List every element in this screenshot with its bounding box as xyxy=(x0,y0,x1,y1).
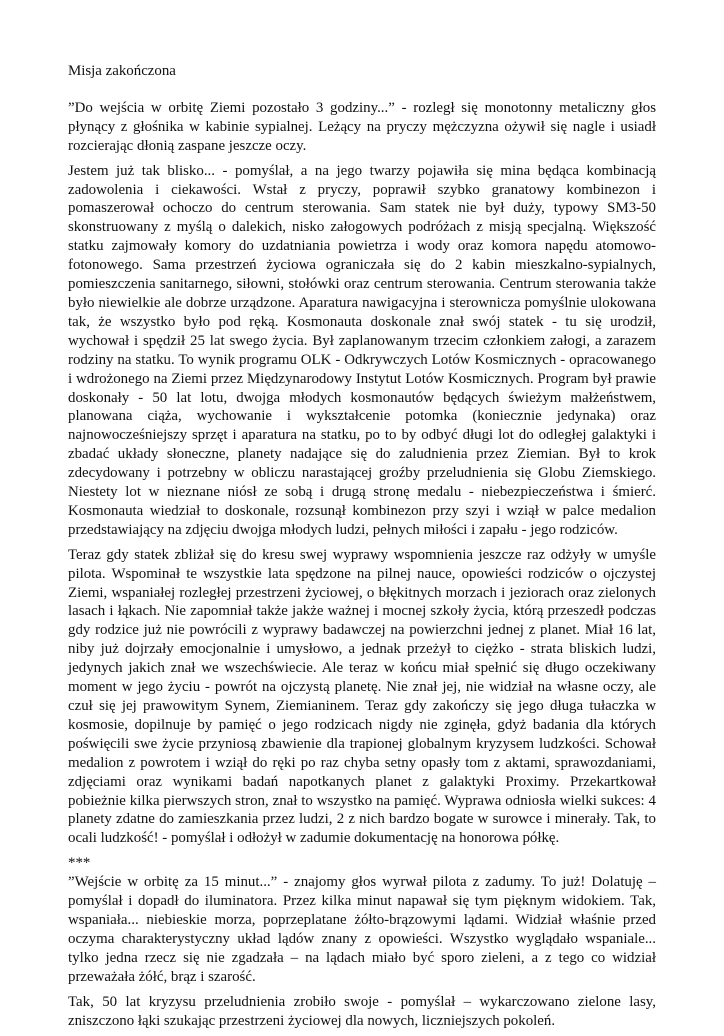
paragraph-2: Jestem już tak blisko... - pomyślał, a na jego twarzy pojawiła się mina będąca kombinacją zadowolenia i ciekawości. Wstał z pryczy, poprawił szybko granatowy kombinezon i pomaszerował ochoczo do centrum sterowania. Sam statek nie był duży, typowy SM3-50 skonstruowany z myślą o dalekich, nisko załogowych podróżach z misją specjalną. Większość statku zajmowały komory do uzdatniania powietrza i wody oraz komora napędu atomowo-fotonowego. Sama przestrzeń życiowa ograniczała się do 2 kabin mieszkalno-sypialnych, pomieszczenia sanitarnego, siłowni, stołówki oraz centrum sterowania. Centrum sterowania także było niewielkie ale dobrze urządzone. Aparatura nawigacyjna i sterownicza pomyślnie ulokowana tak, że wszystko było pod ręką. Kosmonauta doskonale znał swój statek - tu się urodził, wychował i spędził 25 lat swego życia. Był zaplanowanym trzecim członkiem załogi, a zarazem rodziny na statku. To wynik programu OLK - Odkrywczych Lotów Kosmicznych - opracowanego i wdrożonego na Ziemi przez Międzynarodowy Instytut Lotów Kosmicznych. Program był prawie doskonały - 50 lat lotu, dwojga młodych kosmonautów będących świeżym małżeństwem, planowana ciąża, wychowanie i wykształcenie potomka (koniecznie jedynaka) oraz najnowocześniejszy sprzęt i aparatura na statku, po to by odbyć długi lot do odległej galaktyki i zbadać układy słoneczne, planety nadające się do zaludnienia przez Ziemian. Był to krok zdecydowany i potrzebny w obliczu narastającej groźby przeludnienia się Globu Ziemskiego. Niestety lot w nieznane niósł ze sobą i drugą stronę medalu - niebezpieczeństwa i śmierć. Kosmonauta wiedział to doskonale, rozsunął kombinezon przy szyi i wziął w palce medalion przedstawiający na zdjęciu dwojga młodych ludzi, pełnych miłości i zapału - jego rodziców. xyxy=(68,162,656,538)
paragraph-1: ”Do wejścia w orbitę Ziemi pozostało 3 godziny...” - rozległ się monotonny metaliczny głos płynący z głośnika w kabinie sypialnej. Leżący na pryczy mężczyzna ożywił się nagle i usiadł rozcierając dłonią zaspane jeszcze oczy. xyxy=(68,99,656,154)
paragraph-3: Teraz gdy statek zbliżał się do kresu swej wyprawy wspomnienia jeszcze raz odżyły w umyśle pilota. Wspominał te wszystkie lata spędzone na pilnej nauce, opowieści rodziców o ojczystej Ziemi, wspaniałej rozległej przestrzeni życiowej, o błękitnych morzach i jeziorach oraz zielonych lasach i łąkach. Nie zapomniał także jakże ważnej i mocnej szkoły życia, którą przeszedł podczas gdy rodzice już nie powrócili z wyprawy badawczej na powierzchni jednej z planet. Miał 16 lat, niby już dojrzały emocjonalnie i umysłowo, a jednak przeżył to ciężko - strata bliskich ludzi, jedynych jakich znał we wszechświecie. Ale teraz w końcu miał spełnić się długo oczekiwany moment w jego życiu - powrót na ojczystą planetę. Nie znał jej, nie widział na własne oczy, ale czuł się jej prawowitym Synem, Ziemianinem. Teraz gdy zakończy się jego długa tułaczka w kosmosie, dopilnuje by pamięć o jego rodzicach nigdy nie zginęła, gdyż badania dla których poświęcili swe życie przyniosą zbawienie dla trapionej globalnym kryzysem ludzkości. Schował medalion z powrotem i wziął do ręki po raz chyba setny opasły tom z aktami, sprawozdaniami, zdjęciami oraz wynikami badań napotkanych planet z galaktyki Proximy. Przekartkował pobieżnie kilka pierwszych stron, znał to wszystko na pamięć. Wyprawa odniosła wielki sukces: 4 planety zdatne do zamieszkania przez ludzi, 2 z nich bardzo bogate w surowce i minerały. Tak, to ocali ludzkość! - pomyślał i odłożył w zadumie dokumentację na honorowa półkę. xyxy=(68,546,656,847)
section-separator: *** xyxy=(68,855,91,872)
paragraph-5: Tak, 50 lat kryzysu przeludnienia zrobiło swoje - pomyślał – wykarczowano zielone lasy, zniszczono łąki szukając przestrzeni życiowej dla nowych, liczniejszych pokoleń. xyxy=(68,993,656,1029)
document-title: Misja zakończona xyxy=(68,63,176,79)
document-page xyxy=(68,62,656,1036)
paragraph-4: ”Wejście w orbitę za 15 minut...” - znajomy głos wyrwał pilota z zadumy. To już! Dolatuję – pomyślał i dopadł do iluminatora. Przez kilka minut napawał się tym pięknym widokiem. Tak, wspaniała... niebieskie morza, poprzeplatane żółto-brązowymi lądami. Widział właśnie przed oczyma charakterystyczny układ lądów znany z opowieści. Wszystko wyglądało wspaniale... tylko jedna rzecz się nie zgadzała – na lądach miało być sporo zieleni, a z tego co widział przeważała żółć, brąz i szarość. xyxy=(68,874,656,985)
